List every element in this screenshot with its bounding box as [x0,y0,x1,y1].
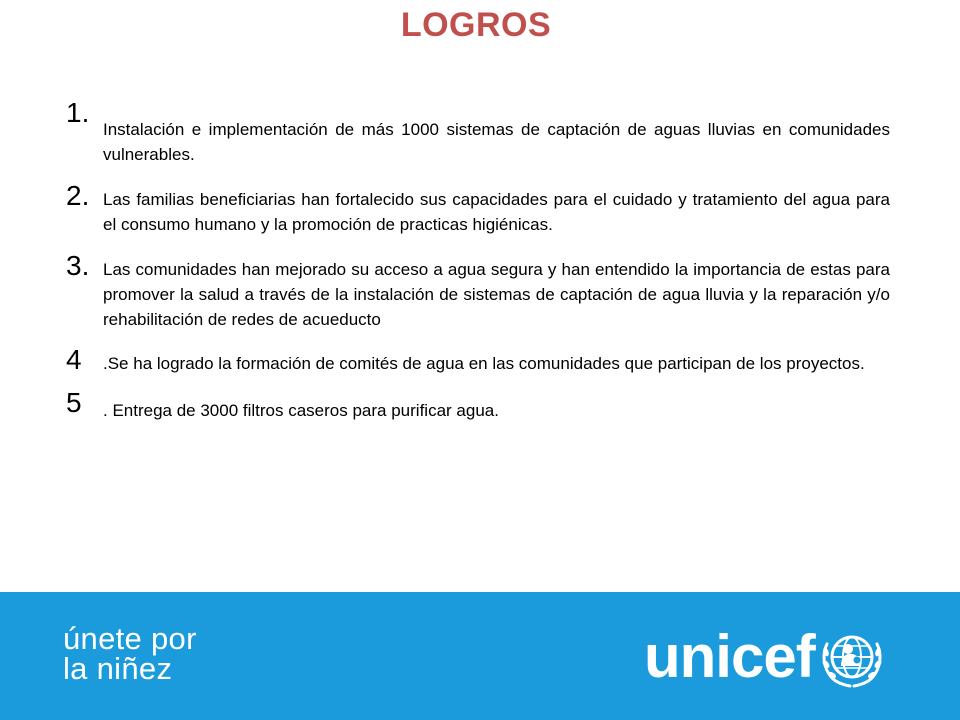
slogan-line-1: únete por [63,621,197,656]
brand-wordmark: unicef [644,623,815,690]
list-item-text: . Entrega de 3000 filtros caseros para purificar agua. [103,401,499,420]
list-item-number: 5 [66,387,82,418]
footer-banner [0,592,960,720]
list-item-text: Las familias beneficiarias han fortalecido sus capacidades para el cuidado y tratamiento del agua para el consumo humano y la promoción de practicas higiénicas. [103,190,890,234]
list-item [66,344,890,376]
list-item-text: Instalación e implementación de más 1000 sistemas de captación de aguas lluvias en comunidades vulnerables. [103,120,890,164]
unicef-emblem-icon [817,622,887,692]
list-item-number: 2. [66,180,90,211]
list-item-number: 4 [66,344,82,375]
list-item-number: 1. [66,97,90,128]
list-item [66,97,890,167]
list-item [66,180,890,237]
list-item [66,250,890,332]
list-item-number: 3. [66,250,90,281]
list-item-text: .Se ha logrado la formación de comités de agua en las comunidades que participan de los proyectos. [103,354,865,373]
achievements-list [66,97,890,423]
unicef-logo [644,612,887,702]
slogan-line-2: la niñez [63,651,173,686]
list-item-text: Las comunidades han mejorado su acceso a agua segura y han entendido la importancia de estas para promover la salud a través de la instalación de sistemas de captación de agua lluvia y la reparación y/o rehabilitación de redes de acueducto [103,260,890,329]
page-title: LOGROS [400,6,552,44]
list-item [66,387,890,423]
slogan [63,621,197,686]
